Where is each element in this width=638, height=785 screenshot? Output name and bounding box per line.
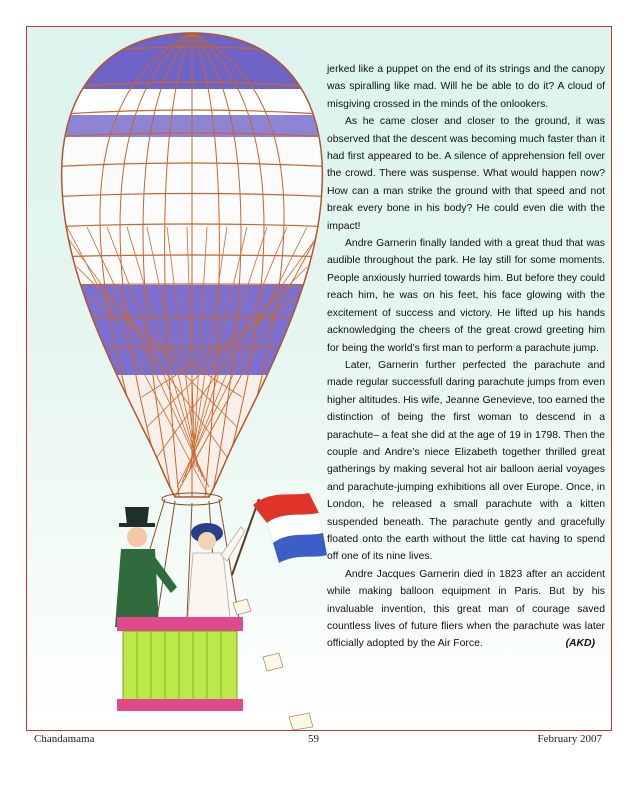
magazine-name: Chandamama [34,733,95,745]
man-passenger [115,507,177,627]
balloon-envelope [27,27,357,505]
author-signature: (AKD) [565,638,595,650]
paragraph-2: As he came closer and closer to the ground, it was observed that the descent was becoming much faster than it had first appeared to be. A silence of apprehension fell over the crowd. There was suspense. What would happen now? How can a man strike the ground with that speed and not break every bone in his body? He could even die with the impact! [327,116,605,232]
paragraph-1: jerked like a puppet on the end of its strings and the canopy was spiralling like mad. Will he be able to do it? A cloud of misgiving crossed in the minds of the onlookers. [327,64,605,110]
basket [117,617,243,711]
paragraph-5-text: Andre Jacques Garnerin died in 1823 after an accident while making balloon equipment in Paris. But by his invaluable invention, this great man of courage saved countless lives of future fliers when the parachute was later officially adopted by the Air Force. [327,568,605,650]
floating-papers [233,599,313,730]
flag [232,493,327,575]
page-frame [26,26,612,731]
paragraph-3: Andre Garnerin finally landed with a great thud that was audible throughout the park. He lay still for some moments. People anxiously hurried towards him. But before they could reach him, he was on his feet, his face glowing with the excitement of success and victory. He lifted up his hands acknowledging the cheers of the great crowd greeting him for being the world’s first man to perform a parachute jump. [327,238,605,354]
article-text [327,61,605,653]
balloon-illustration [27,27,357,730]
page-number: 59 [308,733,319,745]
paragraph-5 [327,566,605,653]
paragraph-4: Later, Garnerin further perfected the parachute and made regular successfull daring parachute jumps from even higher altitudes. His wife, Jeanne Genevieve, too earned the distinction of being the first woman to descend in a parachute– a feat she did at the age of 19 in 1798. Then the couple and Andre’s niece Elizabeth together thrilled great gatherings by making several hot air balloon aerial voyages and parachute-jumping exhibitions all over Europe. Once, in London, he released a small parachute with a kitten suspended beneath. The parachute gently and gracefully floated onto the earth without the little cat having to spend off one of its nine lives. [327,359,605,563]
issue-date: February 2007 [537,733,602,745]
